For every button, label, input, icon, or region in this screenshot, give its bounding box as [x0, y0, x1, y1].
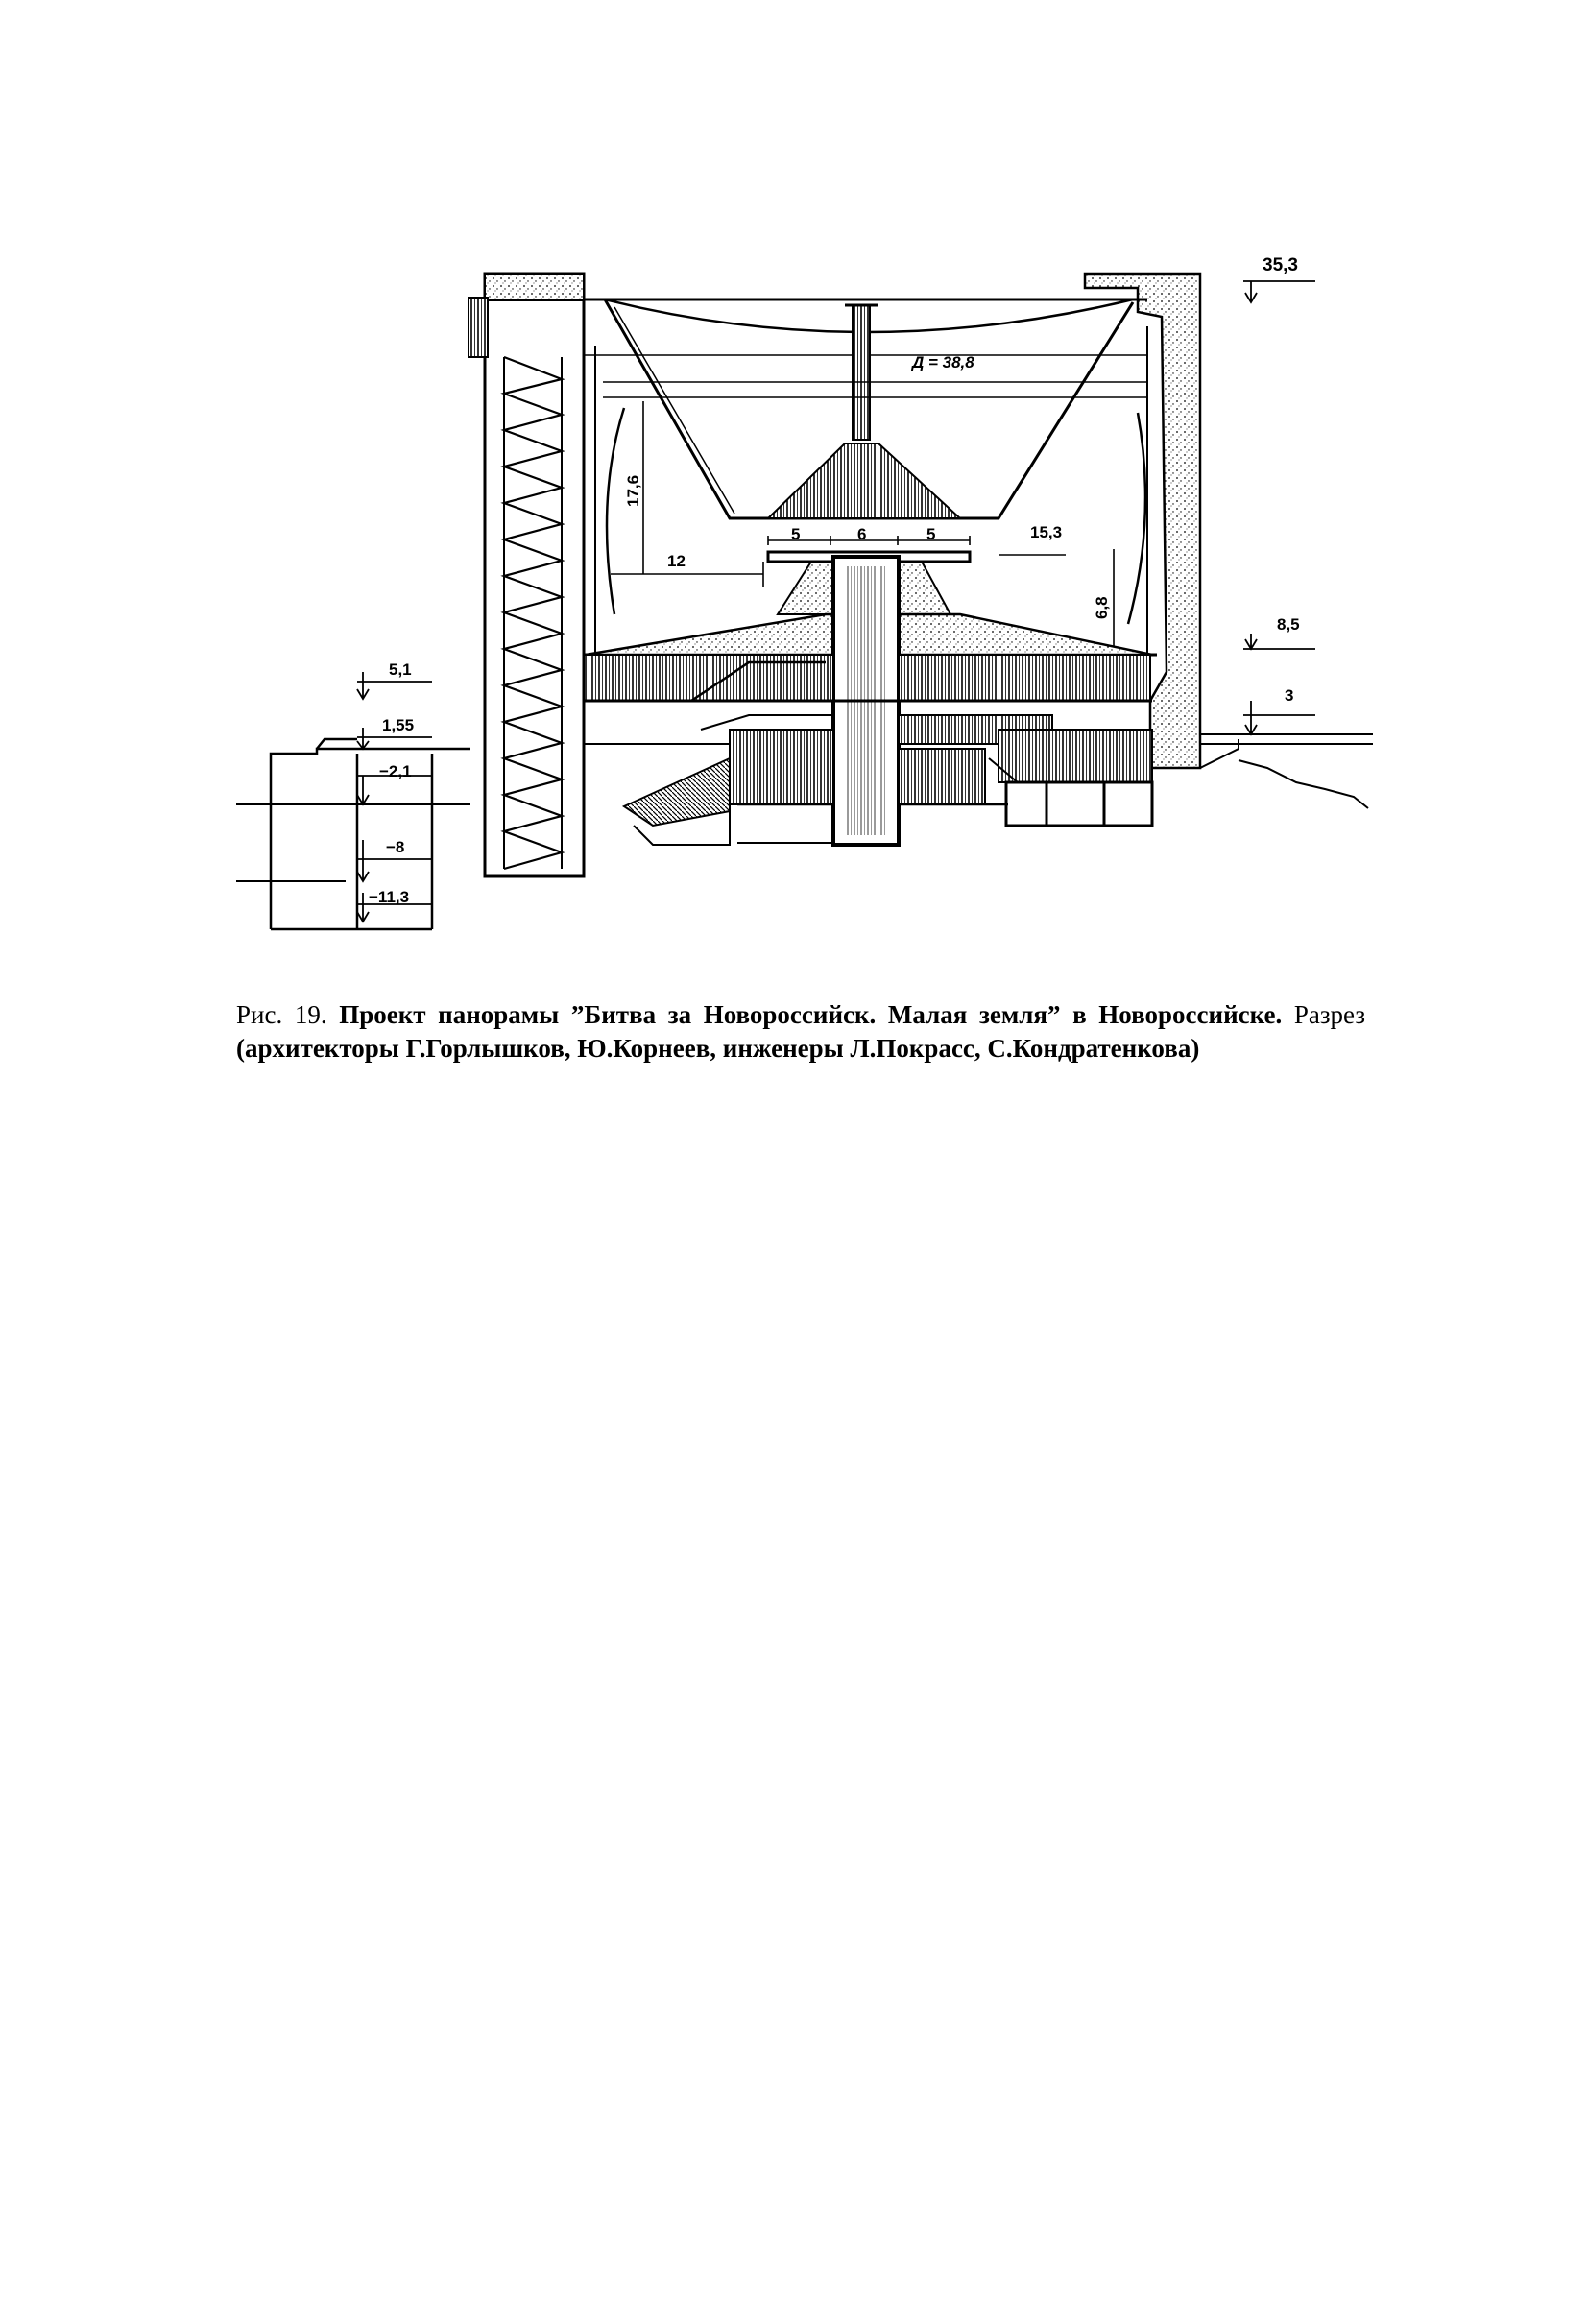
label-radius-dim: 12 — [667, 552, 686, 570]
label-span-right: 5 — [926, 525, 936, 543]
building-section-drawing — [0, 0, 1588, 960]
left-facade-wall — [469, 274, 584, 876]
figure-caption — [236, 998, 1365, 1066]
label-diameter: Д = 38,8 — [912, 353, 974, 371]
label-lower-height: 6,8 — [1093, 596, 1111, 619]
caption-title: Проект панорамы ”Битва за Новороссийск. Малая земля” в Новороссийске. — [339, 1000, 1283, 1029]
label-elev-left-2: 1,55 — [382, 716, 415, 734]
label-elev-left-3: −2,1 — [379, 762, 412, 780]
label-span-left: 5 — [791, 525, 801, 543]
caption-section-label: Разрез — [1293, 1000, 1366, 1029]
label-span-center: 6 — [857, 525, 867, 543]
label-elev-left-5: −11,3 — [369, 888, 410, 906]
caption-credits: (архитекторы Г.Горлышков, Ю.Корнеев, инженеры Л.Покрасс, С.Кондратенкова) — [236, 1034, 1200, 1063]
label-elev-right-low: 3 — [1285, 686, 1294, 705]
label-elev-left-1: 5,1 — [389, 660, 412, 679]
label-elev-right-mid: 8,5 — [1277, 615, 1300, 634]
label-elev-platform: 15,3 — [1030, 523, 1063, 541]
label-elev-left-4: −8 — [386, 838, 405, 856]
label-elev-top: 35,3 — [1263, 255, 1298, 276]
caption-lead: Рис. 19. — [236, 1000, 327, 1029]
label-height-dim: 17,6 — [624, 474, 642, 507]
